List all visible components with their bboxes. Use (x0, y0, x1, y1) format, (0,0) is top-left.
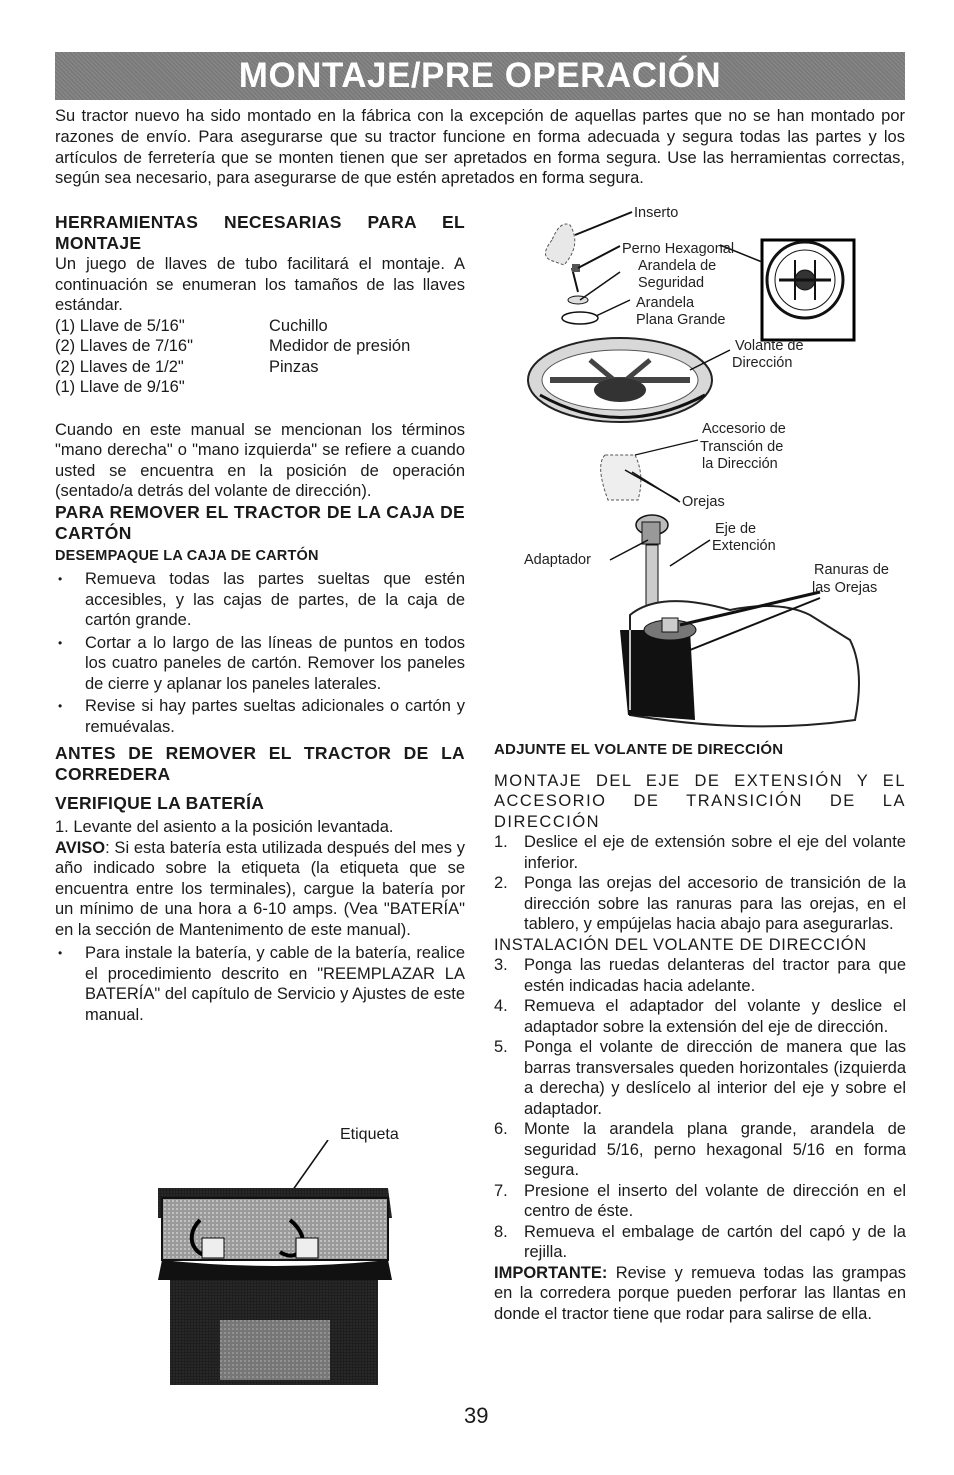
label-eje-1: Eje de (715, 521, 757, 537)
list-item: 3. Ponga las ruedas delanteras del tractor para que estén indicadas hacia adelante. (494, 956, 906, 995)
left-column (55, 212, 465, 1027)
tool-item: Cuchillo (269, 316, 328, 335)
attach-heading: ADJUNTE EL VOLANTE DE DIRECCIÓN (494, 741, 784, 758)
unpack-subheading: DESEMPAQUE LA CAJA DE CARTÓN (55, 547, 319, 564)
label-accesorio-1: Accesorio de (702, 421, 786, 437)
tools-text: Un juego de llaves de tubo facilitará el montaje. A continuación se enumeran los tamaños de las llaves estándar. (55, 255, 465, 314)
tool-item: Medidor de presión (269, 337, 411, 355)
attach-sub-2: INSTALACIÓN DEL VOLANTE DE DIRECCIÓN (494, 935, 867, 954)
steering-assembly-figure (520, 200, 910, 735)
tools-heading: HERRAMIENTAS NECESARIAS PARA EL MONTAJE (55, 212, 465, 253)
important-text: Revise y remueva todas las grampas en la corredera porque pueden perforar las llantas en donde el tractor tiene que rodar para salirse de ella. (494, 1263, 906, 1323)
important-paragraph (494, 1263, 906, 1325)
label-arandela-pl-2: Plana Grande (636, 312, 726, 328)
unpack-list (55, 569, 465, 737)
list-item: • Cortar a lo largo de las líneas de puntos en todos los cuatro paneles de cartón. Remover los paneles de cierre y aplanar los paneles laterales. (55, 633, 465, 695)
aviso-label: AVISO (55, 838, 106, 857)
aviso-paragraph (55, 838, 465, 941)
remove-heading: PARA REMOVER EL TRACTOR DE LA CAJA DE CARTÓN (55, 501, 465, 543)
label-arandela-seg-2: Seguridad (638, 275, 705, 291)
tool-item: Pinzas (269, 357, 319, 376)
intro-paragraph: Su tractor nuevo ha sido montado en la fábrica con la excepción de aquellas partes que no se han montado por razones de envío. Para asegurarse que su tractor funcione en forma adecuada y segura todas las partes y los artículos de ferretería que se monten tienen que ser apretados en forma segura. Use las herramientas correctas, según sea necesario, para asegurarse de que estén apretados en forma segura. (55, 107, 905, 188)
page-number: 39 (464, 1403, 489, 1428)
list-item: • Revise si hay partes sueltas adicionales o cartón y remuévalas. (55, 696, 465, 737)
label-etiqueta: Etiqueta (340, 1126, 399, 1143)
list-item: 7. Presione el inserto del volante de dirección en el centro de éste. (494, 1181, 906, 1220)
tool-item (269, 377, 465, 398)
important-label: IMPORTANTE: (494, 1263, 608, 1282)
attach-sub-1: MONTAJE DEL EJE DE EXTENSIÓN Y EL ACCESORIO DE TRANSICIÓN DE LA DIRECCIÓN (494, 771, 906, 831)
hands-note: Cuando en este manual se mencionan los términos "mano derecha" o "mano izquierda" se refiere a cuando usted se encuentra en la posición de operación (sentado/a detrás del volante de dirección). (55, 420, 465, 500)
battery-figure (140, 1140, 410, 1390)
label-arandela-pl-1: Arandela (636, 295, 695, 311)
aviso-text: : Si esta batería esta utilizada después del mes y año indicado sobre la etiqueta (la etiqueta que se encuentra entre los terminales), cargue la batería por un mínimo de una hora a 6-10 amps. (Vea "BATERÍA" en la sección de Mantenimento de este manual). (55, 838, 465, 939)
label-perno: Perno Hexagonal (622, 241, 735, 257)
list-item: 2. Ponga las orejas del accesorio de transición de la dirección sobre las ranuras para las orejas, en el tablero, y empújelas hacia abajo para asegurarlas. (494, 874, 906, 933)
label-volante-1: Volante de (735, 338, 804, 354)
battery-heading: VERIFIQUE LA BATERÍA (55, 793, 265, 813)
before-heading: ANTES DE REMOVER EL TRACTOR DE LA CORREDERA (55, 743, 465, 784)
right-column (494, 738, 906, 1324)
list-item: 5. Ponga el volante de dirección de manera que las barras transversales queden horizontales (izquierda a derecha) y deslícelo al interior del eje y sobre el adaptador. (494, 1038, 906, 1118)
label-ranuras-2: las Orejas (812, 580, 878, 596)
tools-list (55, 316, 465, 398)
list-item: 6. Monte la arandela plana grande, arandela de seguridad 5/16, perno hexagonal 5/16 en forma segura. (494, 1120, 906, 1179)
label-eje-2: Extención (712, 538, 776, 554)
page-title: MONTAJE/PRE OPERACIÓN (55, 52, 905, 100)
battery-step-1: 1. Levante del asiento a la posición levantada. (55, 818, 394, 836)
steps-b (494, 955, 906, 1263)
tool-item: (2) Llaves de 7/16" (55, 337, 193, 355)
label-accesorio-3: la Dirección (702, 456, 778, 472)
list-item: • Para instale la batería, y cable de la batería, realice el procedimiento descrito en "REEMPLAZAR LA BATERÍA" del capítulo de Servicio y Ajustes de este manual. (55, 943, 465, 1025)
label-arandela-seg-1: Arandela de (638, 258, 717, 274)
list-item: 8. Remueva el embalage de cartón del capó y de la rejilla. (494, 1222, 906, 1261)
tool-item: (2) Llaves de 1/2" (55, 357, 184, 376)
tool-item: (1) Llave de 5/16" (55, 316, 185, 335)
list-item: 1. Deslice el eje de extensión sobre el eje del volante inferior. (494, 833, 906, 872)
label-ranuras-1: Ranuras de (814, 562, 889, 578)
list-item: • Remueva todas las partes sueltas que estén accesibles, y las cajas de partes, de la caja de cartón grande. (55, 569, 465, 631)
label-orejas: Orejas (682, 494, 725, 510)
label-adaptador: Adaptador (524, 552, 591, 568)
battery-list (55, 943, 465, 1025)
tool-item: (1) Llave de 9/16" (55, 378, 185, 396)
steps-a (494, 832, 906, 935)
label-inserto: Inserto (634, 205, 679, 221)
label-volante-2: Dirección (732, 355, 793, 371)
list-item: 4. Remueva el adaptador del volante y deslice el adaptador sobre la extensión del eje de dirección. (494, 997, 906, 1036)
label-accesorio-2: Transción de (700, 439, 784, 455)
